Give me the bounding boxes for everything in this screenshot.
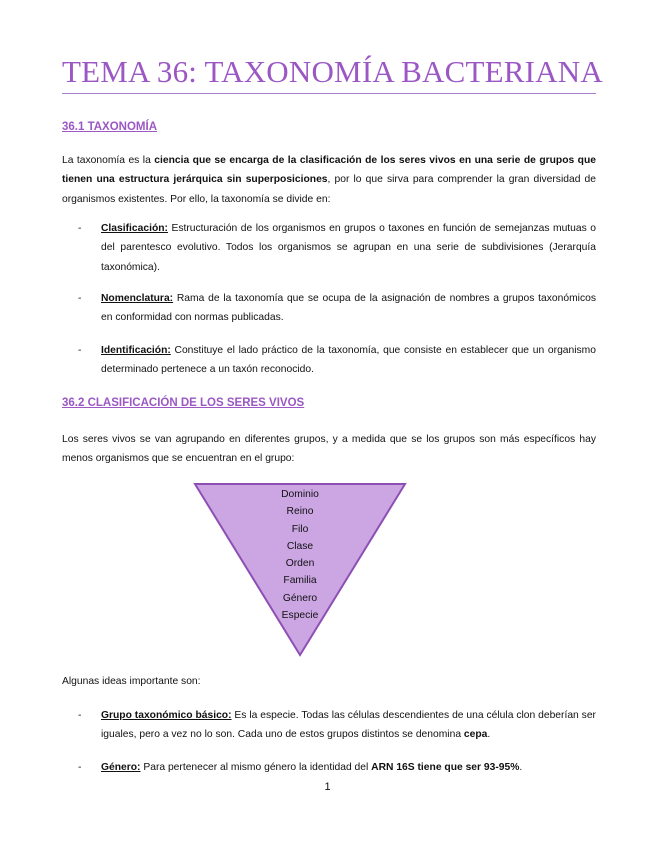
level-clase: Clase bbox=[286, 540, 314, 552]
definition-genero-bold: ARN 16S tiene que ser 93-95% bbox=[371, 762, 520, 773]
bullet-dash: - bbox=[78, 293, 82, 304]
list-item-genero bbox=[62, 758, 596, 777]
level-orden: Orden bbox=[285, 558, 315, 570]
bullet-dash: - bbox=[78, 223, 82, 234]
term-genero: Género: bbox=[101, 762, 141, 773]
term-identificacion: Identificación: bbox=[101, 345, 171, 356]
definition-grupo-basico-2: . bbox=[487, 729, 491, 741]
page-title: TEMA 36: TAXONOMÍA BACTERIANA bbox=[62, 54, 603, 89]
list-item-clasificacion bbox=[62, 219, 596, 277]
list-item-grupo-basico bbox=[62, 706, 596, 745]
level-reino: Reino bbox=[286, 506, 314, 518]
section2-intro-paragraph: Los seres vivos se van agrupando en diferentes grupos, y a medida que se los grupos son más específicos hay menos organismos que se encuentran en el grupo: bbox=[62, 434, 596, 465]
level-familia: Familia bbox=[283, 575, 317, 587]
term-nomenclatura: Nomenclatura: bbox=[101, 293, 174, 304]
bullet-dash: - bbox=[78, 762, 82, 773]
term-clasificacion: Clasificación: bbox=[101, 223, 168, 234]
level-genero: Género bbox=[282, 592, 318, 604]
bullet-dash: - bbox=[78, 710, 82, 721]
definition-grupo-basico-bold: cepa bbox=[463, 729, 488, 741]
page-number: 1 bbox=[324, 781, 331, 793]
title-underline bbox=[62, 93, 596, 94]
list-item-identificacion bbox=[62, 341, 596, 380]
definition-genero-2: . bbox=[519, 762, 523, 773]
intro-text-2: , por lo que sirva para comprender la gran diversidad de organismos existentes. Por ello, la taxonomía se divide en: bbox=[62, 174, 596, 205]
section-heading-taxonomia: 36.1 TAXONOMÍA bbox=[62, 121, 157, 133]
level-filo: Filo bbox=[291, 523, 309, 535]
intro-text-1: La taxonomía es la bbox=[62, 155, 155, 166]
level-dominio: Dominio bbox=[281, 489, 319, 500]
intro-bold-definition: ciencia que se encarga de la clasificación de los seres vivos en una serie de grupos que tienen una estructura jerárquica sin superposiciones bbox=[62, 155, 596, 186]
bullet-dash: - bbox=[78, 345, 82, 356]
level-especie: Especie bbox=[281, 610, 319, 622]
definition-clasificacion: Estructuración de los organismos en grupos o taxones en función de semejanzas mutuas o del parentesco evolutivo. Todos los organismos se agrupan en una serie de subdivisiones (Jerarquía taxonómica). bbox=[101, 223, 596, 273]
intro-paragraph bbox=[62, 151, 596, 209]
definition-identificacion: Constituye el lado práctico de la taxonomía, que consiste en establecer que un organismo determinado pertenece a un taxón reconocido. bbox=[101, 345, 596, 376]
term-grupo-basico: Grupo taxonómico básico: bbox=[101, 710, 232, 721]
ideas-intro: Algunas ideas importante son: bbox=[62, 676, 201, 687]
definition-grupo-basico-1: Es la especie. Todas las células descendientes de una célula clon deberían ser iguales, pero a vez no lo son. Cada uno de estos grupos distintos se denomina bbox=[101, 710, 596, 741]
section-heading-clasificacion: 36.2 CLASIFICACIÓN DE LOS SERES VIVOS bbox=[62, 397, 305, 409]
list-item-nomenclatura bbox=[62, 289, 596, 328]
definition-nomenclatura: Rama de la taxonomía que se ocupa de la asignación de nombres a grupos taxonómicos en conformidad con normas publicadas. bbox=[101, 293, 596, 324]
definition-genero-1: Para pertenecer al mismo género la identidad del bbox=[140, 762, 372, 773]
taxonomy-levels-list bbox=[240, 486, 360, 624]
